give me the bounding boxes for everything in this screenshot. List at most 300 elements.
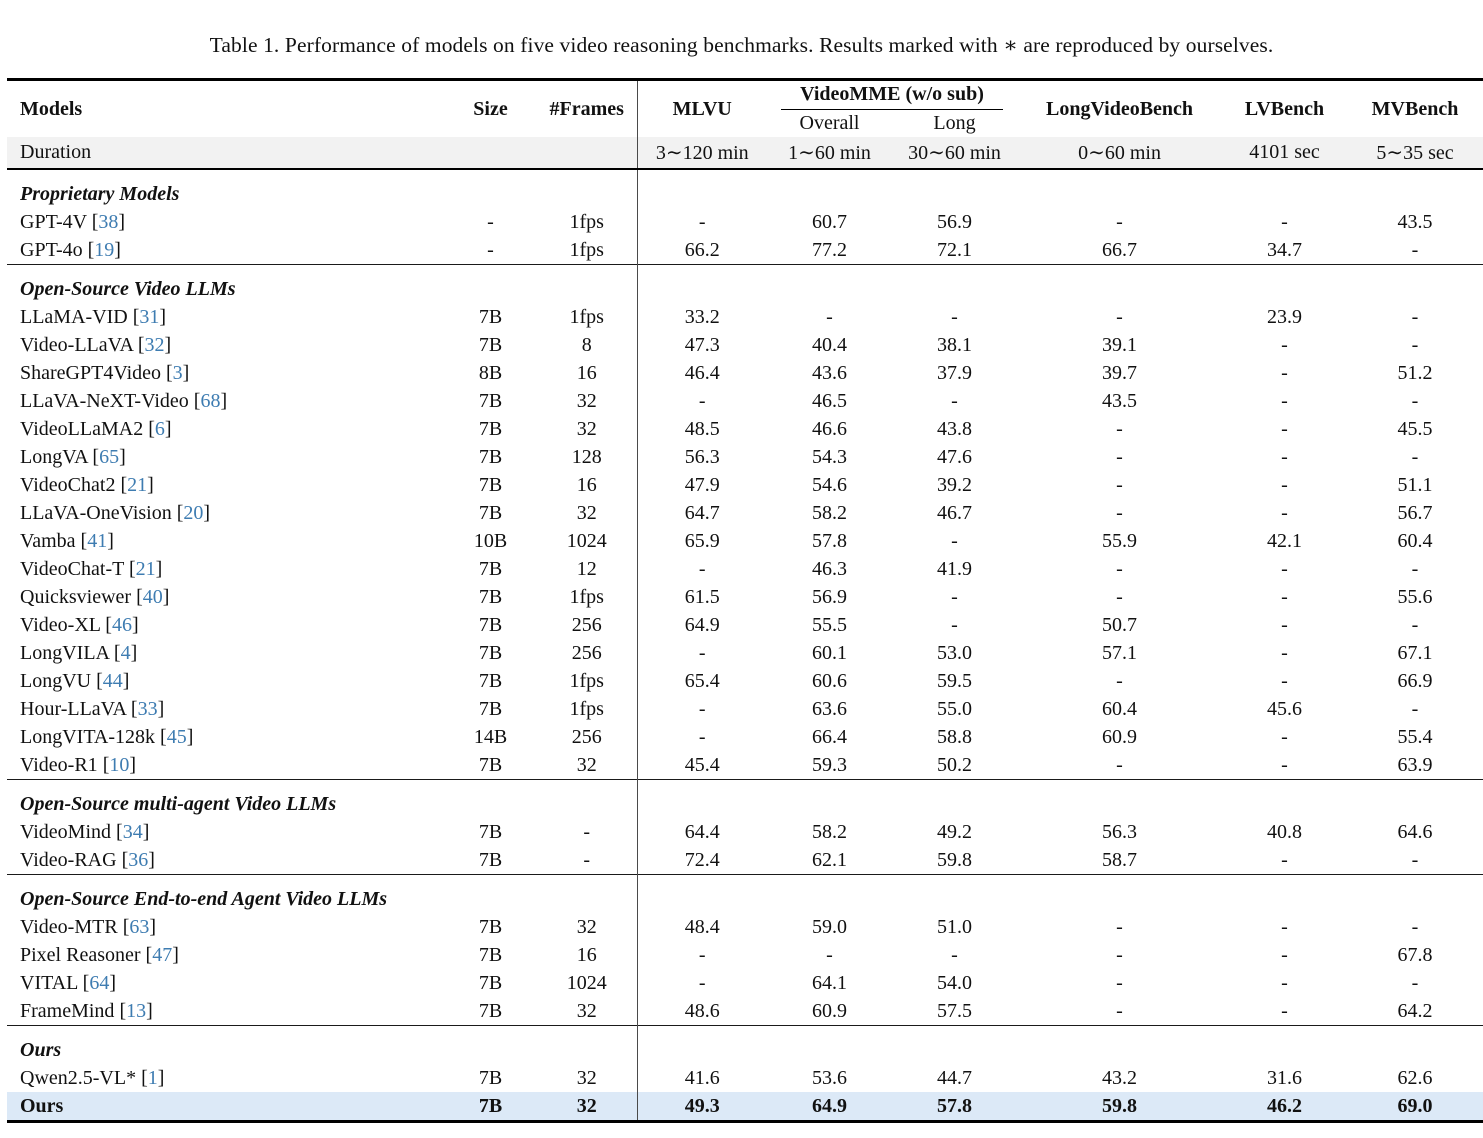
score-cell-videomme-long: -: [951, 530, 958, 552]
table-row: [7, 1064, 1483, 1092]
score-cell-mlvu: 66.2: [637, 236, 767, 265]
model-frames-cell: 1fps: [569, 670, 604, 692]
model-frames-cell: 256: [571, 614, 602, 636]
score-cell-longvideobench: 56.3: [1102, 821, 1138, 843]
score-cell-mlvu: 47.3: [637, 331, 767, 359]
table-row: [7, 387, 1483, 415]
model-size-cell: 7B: [478, 642, 503, 664]
score-cell-videomme-overall: 43.6: [812, 362, 847, 384]
citation-link[interactable]: 64: [89, 972, 110, 994]
section-heading: Open-Source Video LLMs: [7, 265, 637, 304]
score-cell-mlvu: 47.9: [637, 471, 767, 499]
score-cell-mvbench: -: [1411, 306, 1419, 328]
section-heading: Ours: [7, 1026, 637, 1065]
model-frames-cell: 32: [576, 754, 597, 776]
table-row: [7, 359, 1483, 387]
model-size-cell: 7B: [478, 698, 503, 720]
score-cell-mlvu: -: [637, 639, 767, 667]
model-name-cell: FrameMind [13]: [20, 1000, 153, 1022]
model-frames-cell: 32: [576, 1000, 597, 1022]
score-cell-mlvu: 56.3: [637, 443, 767, 471]
section-heading-row: [7, 875, 1483, 914]
score-cell-videomme-long: 49.2: [937, 821, 972, 843]
score-cell-longvideobench: 43.5: [1102, 390, 1138, 412]
score-cell-longvideobench: 66.7: [1102, 239, 1138, 261]
score-cell-lvbench: -: [1281, 586, 1288, 608]
model-size-cell: 7B: [478, 614, 503, 636]
score-cell-lvbench: -: [1281, 726, 1288, 748]
score-cell-videomme-overall: 57.8: [812, 530, 847, 552]
score-cell-lvbench: 31.6: [1267, 1067, 1303, 1089]
citation-link[interactable]: 32: [144, 334, 165, 356]
score-cell-mvbench: 64.2: [1397, 1000, 1433, 1022]
score-cell-longvideobench: -: [1116, 916, 1123, 938]
score-cell-longvideobench: -: [1116, 1000, 1123, 1022]
score-cell-videomme-long: 47.6: [937, 446, 972, 468]
citation-link[interactable]: 6: [154, 418, 165, 440]
score-cell-mvbench: -: [1411, 614, 1419, 636]
score-cell-longvideobench: 59.8: [1017, 1092, 1222, 1122]
citation-link[interactable]: 13: [126, 1000, 147, 1022]
score-cell-videomme-overall: 46.6: [812, 418, 847, 440]
score-cell-mlvu: -: [637, 723, 767, 751]
model-name: LongVA: [20, 446, 88, 468]
model-name: Video-RAG: [20, 849, 117, 871]
model-frames-cell: 32: [576, 390, 597, 412]
model-name: Vamba: [20, 530, 76, 552]
table-row: [7, 818, 1483, 846]
table-row: [7, 415, 1483, 443]
score-cell-videomme-long: -: [951, 586, 958, 608]
score-cell-lvbench: -: [1281, 390, 1288, 412]
model-name-cell: LongVA [65]: [20, 446, 126, 468]
score-cell-mvbench: -: [1411, 972, 1419, 994]
section-heading: Open-Source End-to-end Agent Video LLMs: [7, 875, 637, 914]
model-name: Video-R1: [20, 754, 98, 776]
model-frames-cell: 8: [581, 334, 592, 356]
citation-link[interactable]: 33: [137, 698, 158, 720]
score-cell-lvbench: -: [1281, 614, 1288, 636]
score-cell-lvbench: -: [1281, 849, 1288, 871]
citation-link[interactable]: 47: [152, 944, 173, 966]
citation-link[interactable]: 38: [98, 211, 119, 233]
citation-link[interactable]: 65: [99, 446, 120, 468]
score-cell-lvbench: 42.1: [1267, 530, 1303, 552]
table-row: [7, 969, 1483, 997]
score-cell-videomme-overall: 59.3: [812, 754, 847, 776]
model-frames-cell: 1024: [566, 972, 607, 994]
score-cell-lvbench: -: [1281, 916, 1288, 938]
duration-longvideobench: 0∼60 min: [1017, 137, 1222, 169]
table-row: [7, 1092, 1483, 1122]
score-cell-videomme-overall: 60.1: [812, 642, 847, 664]
model-frames-cell: 32: [576, 502, 597, 524]
model-size-cell: 7B: [478, 446, 503, 468]
table-row: [7, 695, 1483, 723]
score-cell-longvideobench: -: [1116, 754, 1123, 776]
model-frames-cell: 1fps: [569, 211, 604, 233]
model-name: VideoChat2: [20, 474, 116, 496]
score-cell-mlvu: 45.4: [637, 751, 767, 780]
score-cell-longvideobench: -: [1116, 670, 1123, 692]
citation-link[interactable]: 1: [147, 1067, 158, 1089]
score-cell-lvbench: -: [1281, 446, 1288, 468]
score-cell-mlvu: 61.5: [637, 583, 767, 611]
table-row: [7, 331, 1483, 359]
score-cell-mlvu: -: [637, 941, 767, 969]
citation-link[interactable]: 46: [111, 614, 132, 636]
score-cell-videomme-overall: 60.6: [812, 670, 847, 692]
model-name-cell: LLaVA-NeXT-Video [68]: [20, 390, 228, 412]
model-name: LLaMA-VID: [20, 306, 128, 328]
score-cell-mlvu: -: [637, 387, 767, 415]
score-cell-mvbench: 63.9: [1397, 754, 1433, 776]
model-name-cell: LongVITA-128k [45]: [20, 726, 194, 748]
score-cell-mlvu: -: [637, 695, 767, 723]
score-cell-videomme-long: 55.0: [937, 698, 972, 720]
citation-link[interactable]: 34: [122, 821, 143, 843]
table-row: [7, 667, 1483, 695]
score-cell-mlvu: 64.4: [637, 818, 767, 846]
table-row: [7, 941, 1483, 969]
model-name-cell: Vamba [41]: [20, 530, 114, 552]
score-cell-longvideobench: -: [1116, 306, 1123, 328]
model-size-cell: 7B: [478, 334, 503, 356]
score-cell-videomme-long: 51.0: [937, 916, 972, 938]
score-cell-videomme-long: 59.5: [937, 670, 972, 692]
model-size-cell: 7B: [478, 306, 503, 328]
score-cell-lvbench: -: [1281, 944, 1288, 966]
score-cell-videomme-long: 57.5: [937, 1000, 972, 1022]
table-row: [7, 723, 1483, 751]
model-name: Video-XL: [20, 614, 101, 636]
model-size-cell: 7B: [478, 418, 503, 440]
model-size-cell: 7B: [478, 916, 503, 938]
table-body: [7, 169, 1483, 1122]
score-cell-mvbench: -: [1411, 334, 1419, 356]
score-cell-mlvu: -: [637, 208, 767, 236]
citation-link[interactable]: 31: [139, 306, 160, 328]
section-heading-filler: [637, 780, 1483, 819]
score-cell-videomme-overall: 63.6: [812, 698, 847, 720]
model-name: LLaVA-OneVision: [20, 502, 172, 524]
citation-link[interactable]: 36: [128, 849, 149, 871]
score-cell-videomme-long: 53.0: [937, 642, 972, 664]
score-cell-mvbench: -: [1411, 239, 1419, 261]
table-header: [7, 80, 1483, 170]
model-name-cell: GPT-4o [19]: [20, 239, 121, 261]
score-cell-longvideobench: -: [1116, 972, 1123, 994]
model-name-cell: VideoMind [34]: [20, 821, 150, 843]
section-heading-row: [7, 265, 1483, 304]
score-cell-lvbench: -: [1281, 972, 1288, 994]
model-name-cell: Video-MTR [63]: [20, 916, 157, 938]
table-row: [7, 751, 1483, 780]
citation-link[interactable]: 45: [166, 726, 187, 748]
score-cell-longvideobench: -: [1116, 446, 1123, 468]
model-name-cell: Pixel Reasoner [47]: [20, 944, 179, 966]
citation-link[interactable]: 21: [135, 558, 156, 580]
duration-row: [7, 137, 1483, 169]
score-cell-mlvu: 46.4: [637, 359, 767, 387]
score-cell-videomme-long: 59.8: [937, 849, 972, 871]
model-frames-cell: 16: [576, 474, 597, 496]
model-name-cell: [7, 1092, 444, 1122]
score-cell-videomme-overall: 60.9: [812, 1000, 847, 1022]
score-cell-longvideobench: 43.2: [1102, 1067, 1138, 1089]
score-cell-videomme-overall: 55.5: [812, 614, 847, 636]
model-frames-cell: -: [583, 849, 591, 871]
model-frames-cell: 1fps: [569, 306, 604, 328]
table-row: [7, 527, 1483, 555]
score-cell-lvbench: -: [1281, 474, 1288, 496]
model-name: VITAL: [20, 972, 78, 994]
model-name: ShareGPT4Video: [20, 362, 161, 384]
score-cell-mvbench: -: [1411, 446, 1419, 468]
benchmark-table: [7, 78, 1483, 1123]
score-cell-lvbench: -: [1281, 502, 1288, 524]
model-frames-cell: 16: [576, 944, 597, 966]
table-row: [7, 236, 1483, 265]
citation-link[interactable]: 40: [142, 586, 163, 608]
model-frames-cell: 12: [576, 558, 597, 580]
model-name: Video-MTR: [20, 916, 118, 938]
col-header-longvideobench: LongVideoBench: [1045, 97, 1194, 120]
citation-link[interactable]: 10: [109, 754, 130, 776]
score-cell-videomme-long: 38.1: [937, 334, 972, 356]
score-cell-lvbench: -: [1281, 334, 1288, 356]
model-frames-cell: 1024: [566, 530, 607, 552]
model-name-cell: VITAL [64]: [20, 972, 116, 994]
model-size-cell: 7B: [478, 474, 503, 496]
score-cell-mlvu: 48.5: [637, 415, 767, 443]
score-cell-videomme-overall: 58.2: [812, 821, 847, 843]
model-size-cell: 7B: [478, 502, 503, 524]
model-size-cell: 7B: [478, 944, 503, 966]
model-frames-cell: 32: [576, 418, 597, 440]
model-name: LongVU: [20, 670, 92, 692]
model-name: VideoLLaMA2: [20, 418, 144, 440]
model-size-cell: 7B: [478, 1067, 503, 1089]
section-heading-row: [7, 780, 1483, 819]
score-cell-longvideobench: -: [1116, 944, 1123, 966]
model-name-cell: Video-LLaVA [32]: [20, 334, 172, 356]
citation-link[interactable]: 21: [127, 474, 148, 496]
model-name-cell: Quicksviewer [40]: [20, 586, 170, 608]
score-cell-longvideobench: 55.9: [1102, 530, 1138, 552]
score-cell-mvbench: -: [1411, 698, 1419, 720]
table-row: [7, 997, 1483, 1026]
model-name-cell: Video-RAG [36]: [20, 849, 155, 871]
model-frames-cell: 32: [537, 1092, 637, 1122]
model-name: GPT-4V: [20, 211, 87, 233]
score-cell-videomme-overall: 60.7: [812, 211, 847, 233]
model-frames-cell: 1fps: [569, 698, 604, 720]
score-cell-longvideobench: 39.7: [1102, 362, 1138, 384]
score-cell-longvideobench: 57.1: [1102, 642, 1138, 664]
score-cell-lvbench: -: [1281, 670, 1288, 692]
model-name: GPT-4o: [20, 239, 83, 261]
section-heading-row: [7, 1026, 1483, 1065]
model-frames-cell: 1fps: [569, 586, 604, 608]
citation-link[interactable]: 63: [129, 916, 150, 938]
section-heading-filler: [637, 875, 1483, 914]
model-name: Ours: [20, 1095, 64, 1117]
citation-link[interactable]: 3: [172, 362, 183, 384]
table-row: [7, 639, 1483, 667]
score-cell-longvideobench: -: [1116, 586, 1123, 608]
model-name-cell: GPT-4V [38]: [20, 211, 126, 233]
model-size-cell: 7B: [478, 972, 503, 994]
citation-link[interactable]: 19: [94, 239, 115, 261]
model-name-cell: Video-XL [46]: [20, 614, 139, 636]
score-cell-mlvu: 64.7: [637, 499, 767, 527]
model-name-cell: LLaVA-OneVision [20]: [20, 502, 211, 524]
duration-mvbench: 5∼35 sec: [1347, 137, 1483, 169]
section-heading-row: [7, 169, 1483, 208]
duration-videomme-long: 30∼60 min: [892, 137, 1017, 169]
model-size-cell: 8B: [478, 362, 503, 384]
duration-label: Duration: [7, 137, 637, 169]
score-cell-mvbench: -: [1411, 849, 1419, 871]
model-name: Quicksviewer: [20, 586, 132, 608]
score-cell-videomme-long: 72.1: [937, 239, 972, 261]
score-cell-longvideobench: 39.1: [1102, 334, 1138, 356]
score-cell-longvideobench: -: [1116, 502, 1123, 524]
score-cell-lvbench: 45.6: [1267, 698, 1303, 720]
score-cell-lvbench: 23.9: [1267, 306, 1303, 328]
score-cell-mlvu: 33.2: [637, 303, 767, 331]
score-cell-mlvu: 49.3: [637, 1092, 767, 1122]
citation-link[interactable]: 4: [120, 642, 131, 664]
score-cell-lvbench: -: [1281, 211, 1288, 233]
section-heading: Open-Source multi-agent Video LLMs: [7, 780, 637, 819]
score-cell-videomme-overall: 66.4: [812, 726, 847, 748]
col-header-long: Long: [933, 112, 976, 134]
score-cell-longvideobench: 50.7: [1102, 614, 1138, 636]
score-cell-mvbench: 60.4: [1397, 530, 1433, 552]
score-cell-videomme-overall: 40.4: [812, 334, 847, 356]
score-cell-videomme-long: -: [951, 306, 958, 328]
model-name: LLaVA-NeXT-Video: [20, 390, 189, 412]
model-frames-cell: 1fps: [569, 239, 604, 261]
score-cell-mlvu: -: [637, 555, 767, 583]
table-row: [7, 555, 1483, 583]
col-header-mlvu: MLVU: [637, 80, 767, 138]
score-cell-mvbench: 55.4: [1397, 726, 1433, 748]
score-cell-videomme-overall: 54.6: [812, 474, 847, 496]
model-size-cell: 7B: [444, 1092, 537, 1122]
duration-videomme-overall: 1∼60 min: [767, 137, 892, 169]
citation-link[interactable]: 44: [102, 670, 123, 692]
score-cell-lvbench: -: [1281, 1000, 1288, 1022]
model-name: FrameMind: [20, 1000, 115, 1022]
table-row: [7, 846, 1483, 875]
score-cell-videomme-overall: 64.1: [812, 972, 847, 994]
score-cell-mlvu: 65.9: [637, 527, 767, 555]
score-cell-videomme-long: 46.7: [937, 502, 972, 524]
score-cell-longvideobench: -: [1116, 474, 1123, 496]
score-cell-videomme-long: -: [951, 390, 958, 412]
col-header-frames: #Frames: [549, 97, 624, 120]
col-header-videomme-group: [767, 80, 1017, 113]
score-cell-mvbench: 45.5: [1397, 418, 1433, 440]
score-cell-videomme-long: 44.7: [937, 1067, 972, 1089]
col-header-overall: Overall: [799, 112, 860, 134]
model-frames-cell: 32: [576, 1067, 597, 1089]
score-cell-videomme-overall: -: [826, 944, 833, 966]
model-name: VideoMind: [20, 821, 112, 843]
model-frames-cell: 32: [576, 916, 597, 938]
table-row: [7, 303, 1483, 331]
model-size-cell: 10B: [473, 530, 508, 552]
model-size-cell: 7B: [478, 670, 503, 692]
table-row: [7, 499, 1483, 527]
score-cell-mvbench: -: [1411, 390, 1419, 412]
col-header-mvbench: MVBench: [1371, 97, 1459, 120]
score-cell-mlvu: 65.4: [637, 667, 767, 695]
model-size-cell: -: [487, 239, 494, 261]
citation-link[interactable]: 20: [183, 502, 204, 524]
col-header-lvbench: LVBench: [1244, 97, 1325, 120]
score-cell-mvbench: 43.5: [1397, 211, 1433, 233]
score-cell-mvbench: 64.6: [1397, 821, 1433, 843]
model-size-cell: 7B: [478, 754, 503, 776]
score-cell-mvbench: 66.9: [1397, 670, 1433, 692]
paper-page: [0, 33, 1483, 1123]
model-size-cell: 7B: [478, 390, 503, 412]
col-header-models: Models: [20, 97, 83, 120]
score-cell-mvbench: 67.1: [1397, 642, 1433, 664]
score-cell-mvbench: 56.7: [1397, 502, 1433, 524]
model-size-cell: 14B: [473, 726, 508, 748]
table-row: [7, 913, 1483, 941]
citation-link[interactable]: 41: [87, 530, 108, 552]
score-cell-mvbench: 55.6: [1397, 586, 1433, 608]
score-cell-videomme-overall: 59.0: [812, 916, 847, 938]
model-name: Hour-LLaVA: [20, 698, 126, 720]
model-name: LongVITA-128k: [20, 726, 156, 748]
score-cell-lvbench: 46.2: [1222, 1092, 1347, 1122]
score-cell-videomme-long: 57.8: [892, 1092, 1017, 1122]
score-cell-videomme-overall: 77.2: [812, 239, 847, 261]
model-size-cell: 7B: [478, 558, 503, 580]
citation-link[interactable]: 68: [200, 390, 221, 412]
score-cell-videomme-overall: 46.3: [812, 558, 847, 580]
videomme-group-label: VideoMME (w/o sub): [781, 83, 1003, 110]
score-cell-videomme-long: 43.8: [937, 418, 972, 440]
score-cell-videomme-long: 50.2: [937, 754, 972, 776]
model-name-cell: VideoLLaMA2 [6]: [20, 418, 172, 440]
col-header-size: Size: [473, 97, 508, 120]
model-name: Video-LLaVA: [20, 334, 133, 356]
model-size-cell: 7B: [478, 586, 503, 608]
table-row: [7, 583, 1483, 611]
score-cell-longvideobench: 58.7: [1102, 849, 1138, 871]
score-cell-mvbench: 62.6: [1397, 1067, 1433, 1089]
score-cell-videomme-long: 41.9: [937, 558, 972, 580]
score-cell-videomme-overall: 58.2: [812, 502, 847, 524]
score-cell-mvbench: 51.1: [1397, 474, 1433, 496]
score-cell-mvbench: -: [1411, 558, 1419, 580]
score-cell-videomme-overall: 46.5: [812, 390, 847, 412]
model-name-cell: Qwen2.5-VL* [1]: [20, 1067, 165, 1089]
duration-mlvu: 3∼120 min: [637, 137, 767, 169]
model-name-cell: Hour-LLaVA [33]: [20, 698, 165, 720]
model-frames-cell: 128: [571, 446, 602, 468]
table-row: [7, 443, 1483, 471]
model-frames-cell: 256: [571, 726, 602, 748]
